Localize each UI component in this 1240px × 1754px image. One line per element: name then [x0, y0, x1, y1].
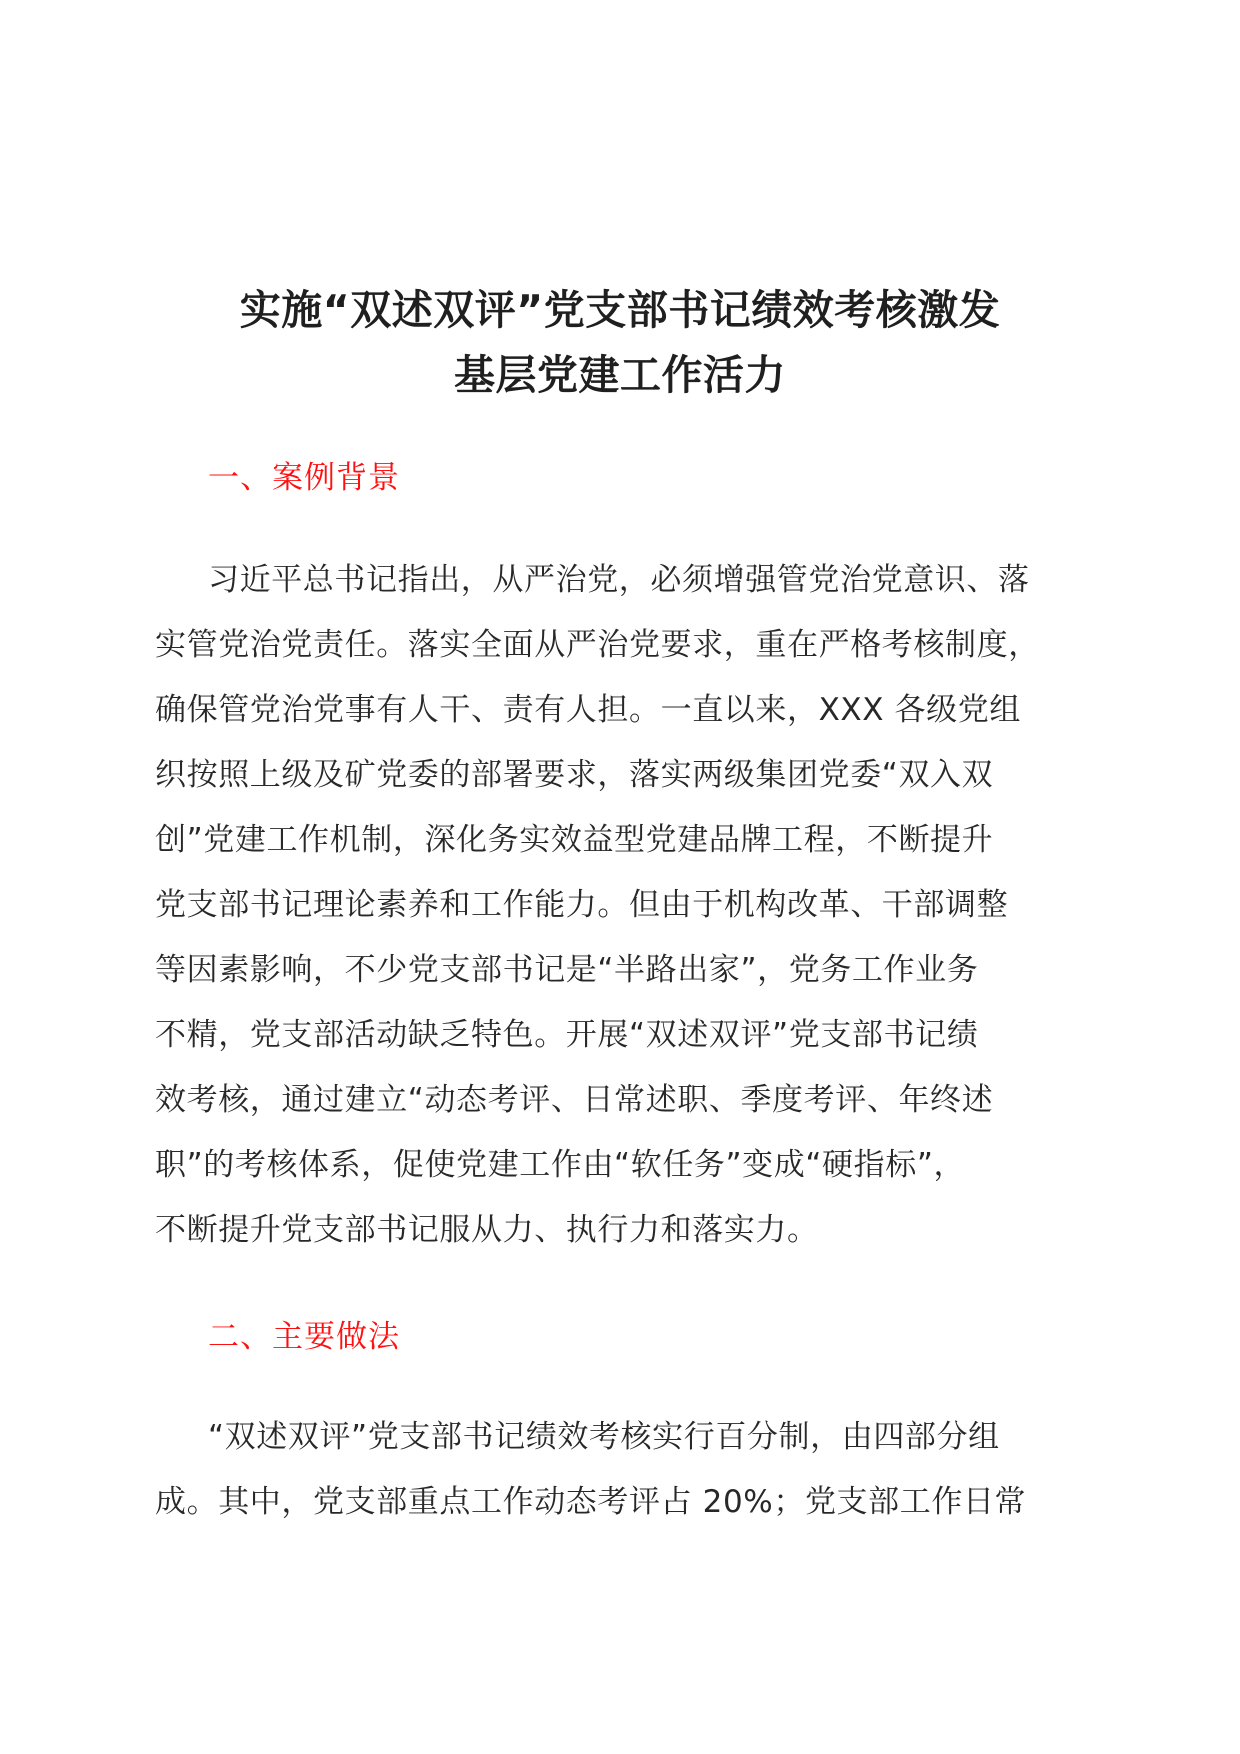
paragraph-line: 实管党治党责任。落实全面从严治党要求，重在严格考核制度， [155, 627, 1040, 663]
paragraph-line: 创”党建工作机制，深化务实效益型党建品牌工程，不断提升 [155, 822, 994, 858]
paragraph-line: 成。其中，党支部重点工作动态考评占 20%；党支部工作日常 [155, 1484, 1027, 1520]
paragraph-line: 党支部书记理论素养和工作能力。但由于机构改革、干部调整 [155, 887, 1009, 923]
document-title-line-2: 基层党建工作活力 [454, 351, 786, 399]
paragraph-line: 不断提升党支部书记服从力、执行力和落实力。 [155, 1212, 819, 1248]
paragraph-line: 职”的考核体系，促使党建工作由“软任务”变成“硬指标”， [155, 1147, 966, 1183]
paragraph-line: 确保管党治党事有人干、责有人担。一直以来，XXX 各级党组 [155, 692, 1021, 728]
paragraph-line: “双述双评”党支部书记绩效考核实行百分制，由四部分组 [208, 1419, 1000, 1455]
section-body-main-methods [155, 1405, 1095, 1535]
paragraph-line: 织按照上级及矿党委的部署要求，落实两级集团党委“双入双 [155, 757, 994, 793]
paragraph-line: 习近平总书记指出，从严治党，必须增强管党治党意识、落 [208, 562, 1030, 598]
paragraph-line: 等因素影响，不少党支部书记是“半路出家”，党务工作业务 [155, 952, 979, 988]
paragraph-line: 不精，党支部活动缺乏特色。开展“双述双评”党支部书记绩 [155, 1017, 979, 1053]
paragraph-line: 效考核，通过建立“动态考评、日常述职、季度考评、年终述 [155, 1082, 994, 1118]
document-title-line-1: 实施“双述双评”党支部书记绩效考核激发 [239, 286, 1001, 334]
section-body-background [155, 548, 1095, 1263]
section-heading-main-methods: 二、主要做法 [208, 1319, 400, 1355]
section-heading-background: 一、案例背景 [208, 460, 400, 496]
